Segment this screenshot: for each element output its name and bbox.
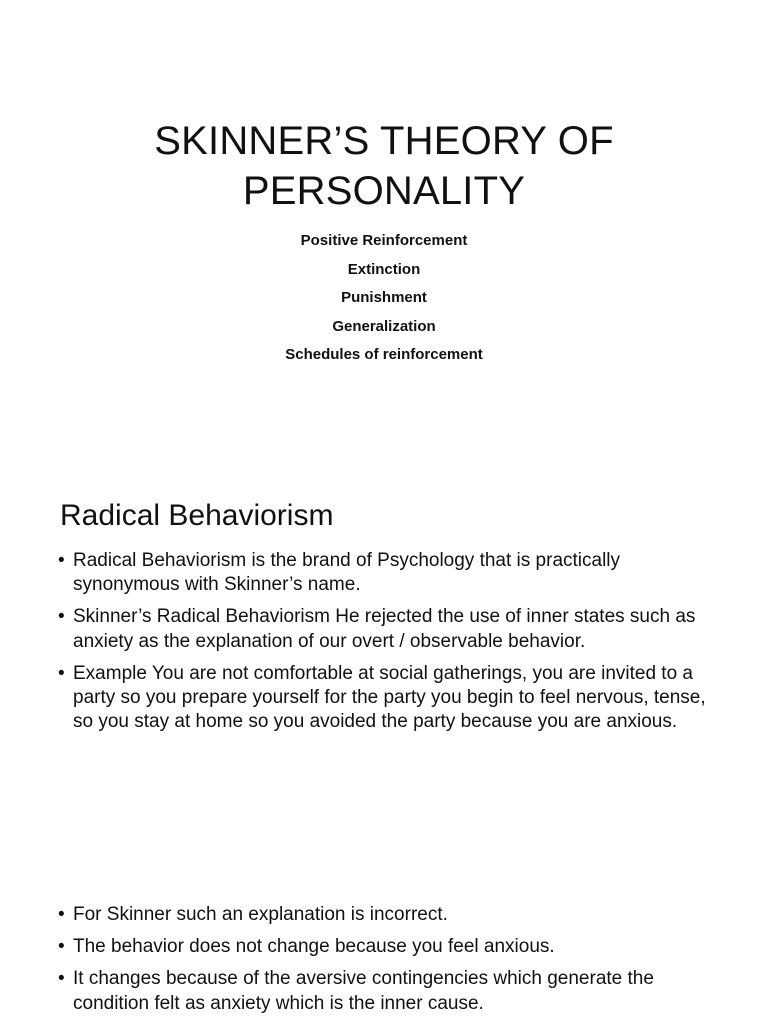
bullet-marker: • bbox=[58, 550, 65, 571]
title-line-1: SKINNER’S THEORY OF bbox=[154, 119, 614, 163]
subtitle-list bbox=[0, 227, 768, 370]
bullet-text: Radical Behaviorism is the brand of Psychology that is practically synonymous with Skinner’s name. bbox=[73, 550, 621, 596]
bullet-text: It changes because of the aversive contingencies which generate the condition felt as anxiety which is the inner cause. bbox=[73, 968, 654, 1014]
bullet-text: Example You are not comfortable at social gatherings, you are invited to a party so you prepare yourself for the party you begin to feel nervous, tense, so you stay at home so you avoided the party because you are anxious. bbox=[73, 662, 706, 733]
slide-2 bbox=[0, 480, 768, 880]
bullet-list bbox=[58, 549, 726, 742]
bullet-marker: • bbox=[58, 662, 65, 684]
bullet-text: The behavior does not change because you feel anxious. bbox=[73, 936, 555, 958]
bullet-item bbox=[58, 935, 726, 959]
slide-1 bbox=[0, 0, 768, 430]
slide-heading: Radical Behaviorism bbox=[60, 499, 334, 532]
subtitle-item: Generalization bbox=[332, 317, 436, 335]
title-line-2: PERSONALITY bbox=[242, 169, 526, 213]
bullet-marker: • bbox=[58, 904, 65, 925]
subtitle-item: Extinction bbox=[347, 260, 421, 278]
bullet-item bbox=[58, 605, 726, 653]
slide-3 bbox=[0, 890, 768, 1024]
bullet-marker: • bbox=[58, 968, 65, 990]
bullet-marker: • bbox=[58, 606, 65, 628]
subtitle-item: Schedules of reinforcement bbox=[285, 346, 483, 364]
bullet-item bbox=[58, 662, 726, 735]
bullet-item bbox=[58, 967, 726, 1015]
bullet-marker: • bbox=[58, 936, 65, 958]
bullet-text: For Skinner such an explanation is incorrect. bbox=[73, 904, 448, 925]
subtitle-item: Positive Reinforcement bbox=[300, 232, 468, 249]
bullet-list bbox=[58, 903, 726, 1024]
slide-title bbox=[0, 116, 768, 216]
bullet-item bbox=[58, 903, 726, 927]
bullet-text: Skinner’s Radical Behaviorism He rejected the use of inner states such as anxiety as the explanation of our overt / observable behavior. bbox=[73, 606, 696, 652]
bullet-item bbox=[58, 549, 726, 597]
subtitle-item: Punishment bbox=[341, 289, 427, 307]
